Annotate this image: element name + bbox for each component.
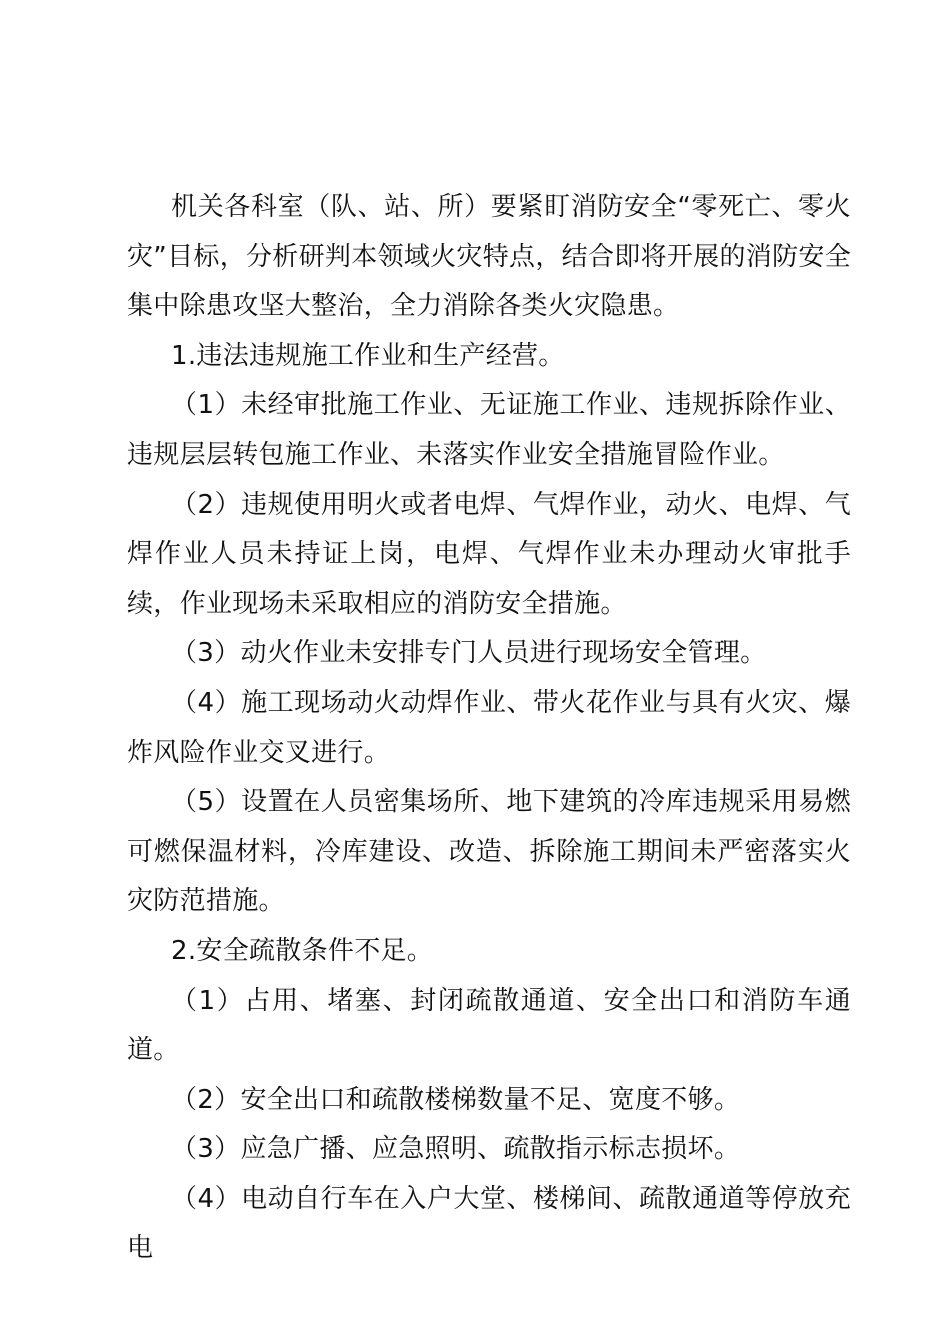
list-item-1-3: （3）动火作业未安排专门人员进行现场安全管理。 (171, 638, 767, 669)
intro-paragraph: 机关各科室（队、站、所）要紧盯消防安全“零死亡、零火灾”目标，分析研判本领域火灾特点，结合即将开展的消防安全集中除患攻坚大整治，全力消除各类火灾隐患。 (127, 192, 851, 322)
list-item-1-5: （5）设置在人员密集场所、地下建筑的冷库违规采用易燃可燃保温材料，冷库建设、改造、拆除施工期间未严密落实火灾防范措施。 (127, 787, 851, 917)
list-item-2-1: （1）占用、堵塞、封闭疏散通道、安全出口和消防车通道。 (127, 985, 851, 1066)
list-item-2-2: （2）安全出口和疏散楼梯数量不足、宽度不够。 (171, 1084, 741, 1115)
document-body (127, 183, 851, 1274)
list-item-2-4: （4）电动自行车在入户大堂、楼梯间、疏散通道等停放充电 (127, 1183, 851, 1264)
list-item-1-2: （2）违规使用明火或者电焊、气焊作业，动火、电焊、气焊作业人员未持证上岗，电焊、气焊作业未办理动火审批手续，作业现场未采取相应的消防安全措施。 (127, 489, 851, 619)
list-item-2-3: （3）应急广播、应急照明、疏散指示标志损坏。 (171, 1134, 741, 1165)
section-heading-1: 1.违法违规施工作业和生产经营。 (171, 340, 565, 371)
section-heading-2: 2.安全疏散条件不足。 (171, 935, 434, 966)
list-item-1-1: （1）未经审批施工作业、无证施工作业、违规拆除作业、违规层层转包施工作业、未落实作业安全措施冒险作业。 (127, 390, 851, 470)
list-item-1-4: （4）施工现场动火动焊作业、带火花作业与具有火灾、爆炸风险作业交叉进行。 (127, 687, 851, 768)
